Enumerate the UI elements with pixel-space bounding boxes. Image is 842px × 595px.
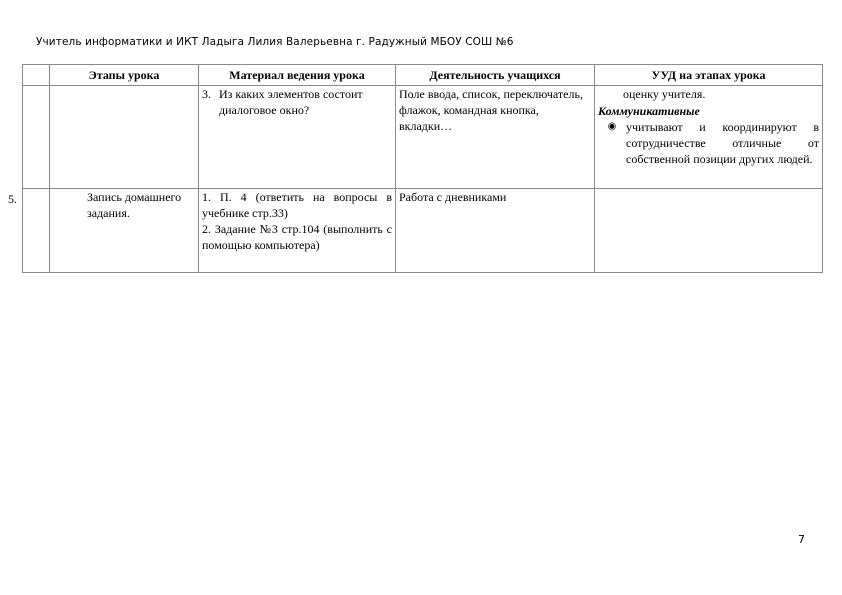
table-row — [23, 189, 823, 273]
lesson-table — [8, 64, 823, 273]
uud-heading: Коммуникативные — [598, 104, 700, 118]
table-row — [23, 86, 823, 189]
uud-cell — [595, 189, 823, 273]
material-cell — [199, 86, 396, 189]
stage-cell: Запись домашнего задания. — [50, 189, 199, 273]
list-marker: 3. — [202, 87, 211, 101]
col-header-activity: Деятельность учащихся — [396, 65, 595, 86]
page-header: Учитель информатики и ИКТ Ладыга Лилия Валерьевна г. Радужный МБОУ СОШ №6 — [36, 36, 514, 48]
col-header-number — [23, 65, 50, 86]
uud-cell — [595, 86, 823, 189]
homework-item-1: 1. П. 4 (ответить на вопросы в учебнике стр.33) — [202, 190, 392, 220]
list-item-text: Из каких элементов состоит диалоговое окно? — [219, 87, 363, 117]
row-number-cell — [23, 86, 50, 189]
col-header-material: Материал ведения урока — [199, 65, 396, 86]
bullet-icon: ◉ — [607, 121, 617, 132]
uud-continuation: оценку учителя. — [623, 87, 706, 101]
col-header-stages: Этапы урока — [50, 65, 199, 86]
uud-bullet-text: учитывают и координируют в сотрудничестве отличные от собственной позиции других людей. — [626, 120, 819, 166]
uud-bullet-item — [598, 119, 819, 167]
row-number: 5. — [8, 192, 17, 206]
stage-cell — [50, 86, 199, 189]
row-number-cell — [8, 189, 50, 273]
homework-item-2: 2. Задание №3 стр.104 (выполнить с помощью компьютера) — [202, 222, 392, 252]
activity-cell: Работа с дневниками — [396, 189, 595, 273]
table-header-row — [23, 65, 823, 86]
col-header-uud: УУД на этапах урока — [595, 65, 823, 86]
material-cell — [199, 189, 396, 273]
activity-cell: Поле ввода, список, переключатель, флажок, командная кнопка, вкладки… — [396, 86, 595, 189]
material-list-item — [202, 86, 392, 118]
page-number: 7 — [798, 533, 805, 546]
